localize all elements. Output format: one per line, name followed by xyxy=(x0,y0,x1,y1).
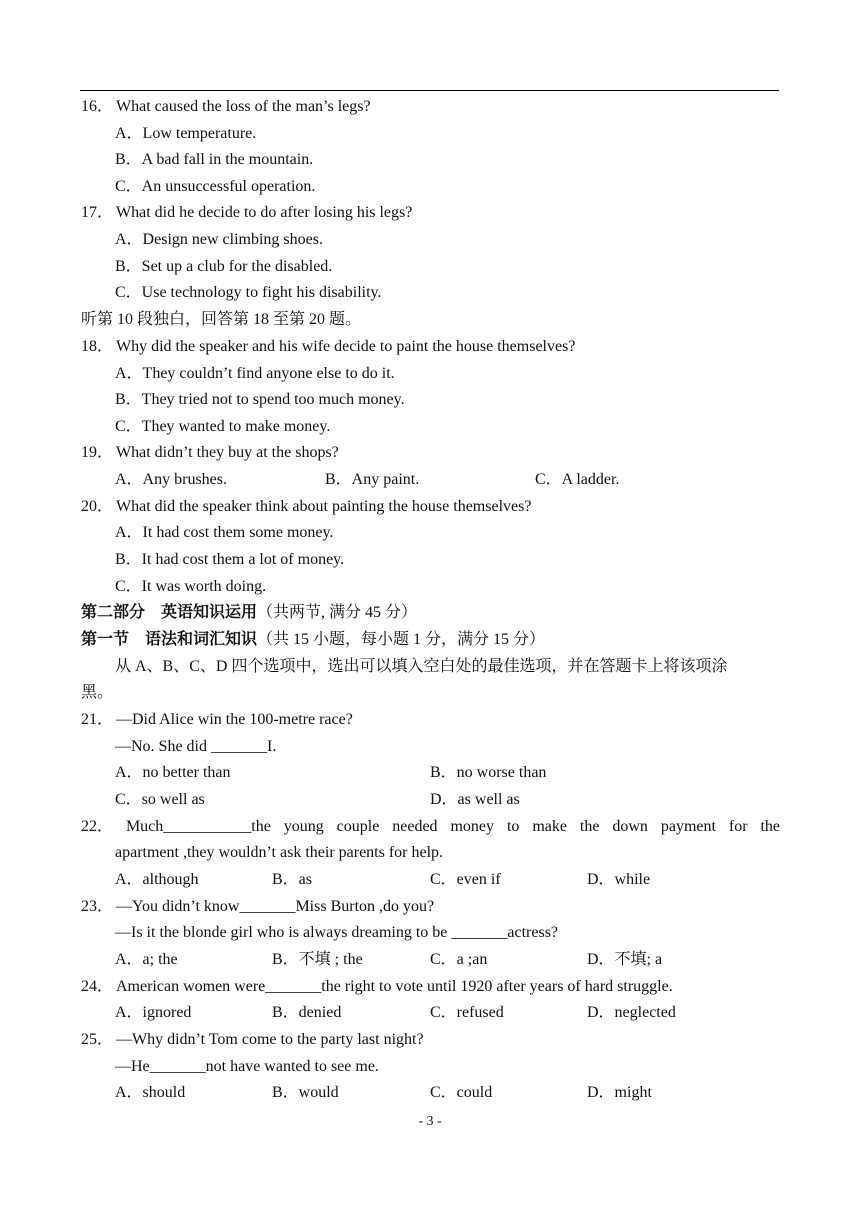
option-c: C．a ;an xyxy=(430,951,488,968)
question-21 xyxy=(81,710,353,730)
question-text: —You didn’t know_______Miss Burton ,do you? xyxy=(116,898,435,915)
options-row xyxy=(0,1083,860,1103)
option-d: D．不填; a xyxy=(587,951,663,968)
question-text: —Did Alice win the 100-metre race? xyxy=(116,711,353,728)
question-word: payment xyxy=(660,818,716,835)
option-b: B．as xyxy=(272,871,313,888)
option-a: A．a; the xyxy=(115,951,178,968)
question-number: 22． xyxy=(81,818,114,835)
option-a: A．Any brushes. xyxy=(115,471,227,488)
option-b: B．They tried not to spend too much money. xyxy=(115,391,405,408)
question-text: What caused the loss of the man’s legs? xyxy=(116,98,371,115)
options-row xyxy=(0,950,860,970)
option-c: C．refused xyxy=(430,1004,504,1021)
question-word: for xyxy=(728,818,748,835)
question-number: 17． xyxy=(81,204,114,221)
option-d: D．while xyxy=(587,871,651,888)
question-number: 18． xyxy=(81,338,114,355)
option-a: A．They couldn’t find anyone else to do it. xyxy=(115,365,395,382)
question-word: to xyxy=(506,818,520,835)
instruction-line-1: 从 A、B、C、D 四个选项中，选出可以填入空白处的最佳选项，并在答题卡上将该项涂 xyxy=(115,658,728,675)
options-row xyxy=(0,870,860,890)
question-text: Why did the speaker and his wife decide to paint the house themselves? xyxy=(116,338,576,355)
question-18 xyxy=(81,337,575,357)
question-number: 23． xyxy=(81,898,114,915)
part-heading xyxy=(81,603,417,623)
question-word: make xyxy=(532,818,567,835)
option-d: D．neglected xyxy=(587,1004,676,1021)
option-c: C．even if xyxy=(430,871,501,888)
option-a: A．It had cost them some money. xyxy=(115,524,334,541)
question-text: American women were_______the right to vote until 1920 after years of hard struggle. xyxy=(116,978,673,995)
header-rule xyxy=(80,90,779,91)
question-text-line-2: —No. She did _______I. xyxy=(115,738,277,755)
question-word: couple xyxy=(336,818,380,835)
question-word: down xyxy=(612,818,648,835)
option-c: C．so well as xyxy=(115,791,205,808)
question-text: What did he decide to do after losing his legs? xyxy=(116,204,413,221)
section-heading xyxy=(81,630,545,650)
question-number: 20． xyxy=(81,498,114,515)
question-text-line-2: —Is it the blonde girl who is always dreaming to be _______actress? xyxy=(115,924,559,941)
question-25 xyxy=(81,1030,424,1050)
option-b: B．Set up a club for the disabled. xyxy=(115,258,333,275)
options-row xyxy=(0,1003,860,1023)
option-c: C．could xyxy=(430,1084,493,1101)
option-c: C．A ladder. xyxy=(535,471,620,488)
question-number: 19． xyxy=(81,444,114,461)
option-b: B．denied xyxy=(272,1004,342,1021)
option-b: B．no worse than xyxy=(430,764,547,781)
question-22 xyxy=(81,817,780,837)
question-word: money xyxy=(450,818,495,835)
question-16 xyxy=(81,97,371,117)
question-text: What did the speaker think about painting the house themselves? xyxy=(116,498,532,515)
option-d: D．might xyxy=(587,1084,652,1101)
option-a: A．ignored xyxy=(115,1004,192,1021)
question-number: 16． xyxy=(81,98,114,115)
question-number: 25． xyxy=(81,1031,114,1048)
option-a: A．Low temperature. xyxy=(115,125,257,142)
question-19 xyxy=(81,443,339,463)
question-word: young xyxy=(283,818,324,835)
option-a: A．should xyxy=(115,1084,186,1101)
question-word: the xyxy=(760,818,780,835)
question-text: —Why didn’t Tom come to the party last night? xyxy=(116,1031,424,1048)
question-number: 24． xyxy=(81,978,114,995)
question-23 xyxy=(81,897,434,917)
options-row xyxy=(0,470,860,490)
question-text: What didn’t they buy at the shops? xyxy=(116,444,339,461)
question-word: Much___________the xyxy=(125,818,271,835)
option-b: B．A bad fall in the mountain. xyxy=(115,151,314,168)
section-title: 第一节 语法和词汇知识 xyxy=(81,631,258,648)
question-text-line-2: apartment ,they wouldn’t ask their parents for help. xyxy=(115,844,444,861)
option-c: C．They wanted to make money. xyxy=(115,418,331,435)
option-a: A．although xyxy=(115,871,199,888)
question-24 xyxy=(81,977,673,997)
question-number: 21． xyxy=(81,711,114,728)
question-word: needed xyxy=(392,818,438,835)
option-c: C．An unsuccessful operation. xyxy=(115,178,316,195)
question-word: the xyxy=(579,818,600,835)
page-number: - 3 - xyxy=(418,1114,442,1129)
option-b: B．不填 ; the xyxy=(272,951,363,968)
question-20 xyxy=(81,497,531,517)
option-b: B．Any paint. xyxy=(325,471,420,488)
option-b: B．would xyxy=(272,1084,339,1101)
part-title: 第二部分 英语知识运用 xyxy=(81,604,258,621)
part-note: （共两节, 满分 45 分） xyxy=(257,604,418,621)
section-instruction: 听第 10 段独白，回答第 18 至第 20 题。 xyxy=(81,311,362,328)
options-row xyxy=(0,790,860,810)
option-a: A．no better than xyxy=(115,764,231,781)
options-row xyxy=(0,763,860,783)
option-a: A．Design new climbing shoes. xyxy=(115,231,323,248)
question-17 xyxy=(81,203,412,223)
option-c: C．It was worth doing. xyxy=(115,578,267,595)
option-c: C．Use technology to fight his disability. xyxy=(115,284,382,301)
section-note: （共 15 小题，每小题 1 分，满分 15 分） xyxy=(257,631,546,648)
question-text-line-2: —He_______not have wanted to see me. xyxy=(115,1058,379,1075)
option-d: D．as well as xyxy=(430,791,520,808)
instruction-line-2: 黑。 xyxy=(81,684,114,701)
option-b: B．It had cost them a lot of money. xyxy=(115,551,345,568)
